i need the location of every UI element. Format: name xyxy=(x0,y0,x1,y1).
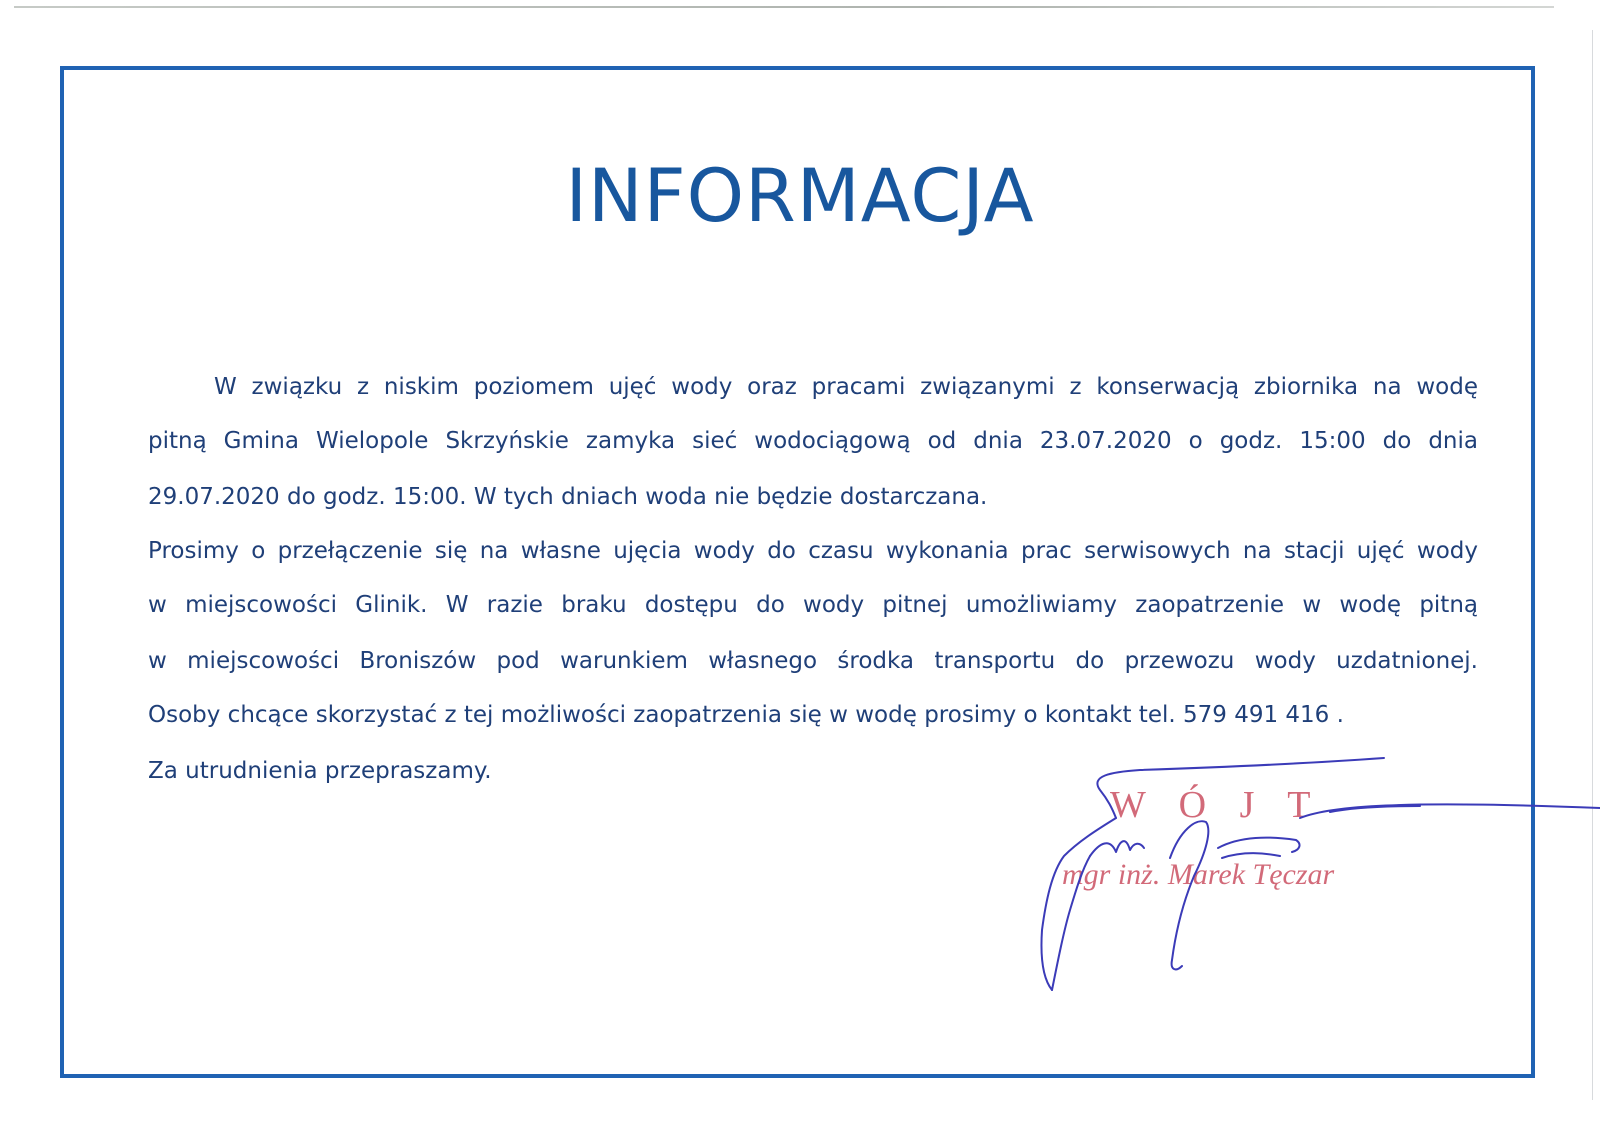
notice-line-7: Osoby chcące skorzystać z tej możliwości zaopatrzenia się w wodę prosimy o kontakt tel. 579 491 416 . xyxy=(148,702,1344,728)
notice-line-1: W związku z niskim poziomem ujęć wody oraz pracami związanymi z konserwacją zbiornika na wodę xyxy=(214,376,1478,400)
stamp-title: W Ó J T xyxy=(1110,784,1323,826)
notice-line-8: Za utrudnienia przepraszamy. xyxy=(148,758,492,784)
notice-line-6: w miejscowości Broniszów pod warunkiem własnego środka transportu do przewozu wody uzdatnionej. xyxy=(148,650,1478,674)
scan-edge-top xyxy=(14,6,1554,8)
notice-line-5: w miejscowości Glinik. W razie braku dostępu do wody pitnej umożliwiamy zaopatrzenie w wodę pitną xyxy=(148,594,1478,618)
stamp-name: mgr inż. Marek Tęczar xyxy=(1062,858,1335,891)
notice-line-2: pitną Gmina Wielopole Skrzyńskie zamyka sieć wodociągową od dnia 23.07.2020 o godz. 15:00 do dnia xyxy=(148,430,1478,454)
notice-title: INFORMACJA xyxy=(565,154,1035,239)
notice-line-3: 29.07.2020 do godz. 15:00. W tych dniach woda nie będzie dostarczana. xyxy=(148,484,988,510)
notice-line-4: Prosimy o przełączenie się na własne ujęcia wody do czasu wykonania prac serwisowych na stacji ujęć wody xyxy=(148,540,1478,564)
